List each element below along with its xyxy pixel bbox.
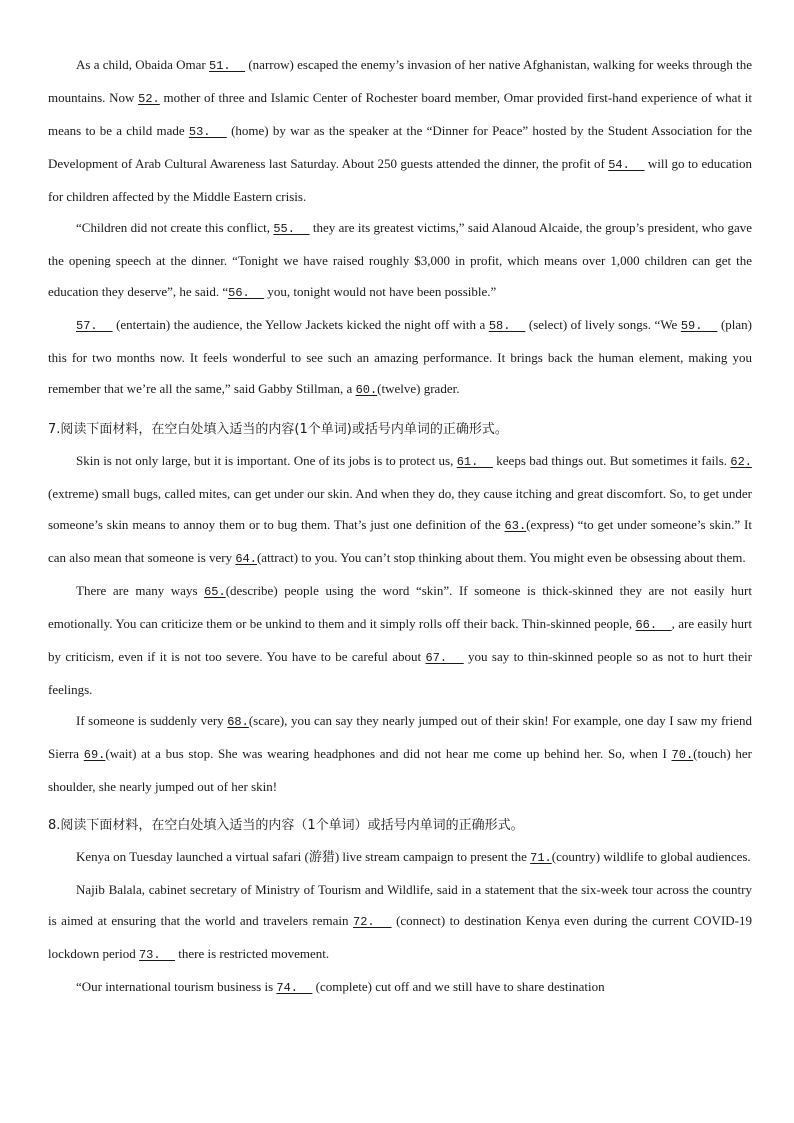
answer-blank: 57.: [76, 319, 113, 333]
text-run: (wait) at a bus stop. She was wearing headphones and did not hear me come up behind her. So, when I: [105, 746, 672, 761]
answer-blank: 53.: [188, 125, 227, 139]
answer-blank: 66.: [635, 618, 672, 632]
text-run: (narrow) escaped the enemy’s invasion of her native Afghanistan, walking for weeks through the mountains. Now: [48, 57, 752, 105]
text-run: Kenya on Tuesday launched a virtual safari (游猎) live stream campaign to present the: [76, 849, 531, 864]
text-run: (attract) to you. You can’t stop thinking about them. You might even be obsessing about them.: [256, 550, 746, 565]
text-run: (touch) her shoulder, she nearly jumped out of her skin!: [48, 746, 752, 794]
answer-blank: 63.: [504, 519, 527, 533]
text-run: As a child, Obaida Omar: [76, 57, 209, 72]
text-run: (express) “to get under someone’s skin.” It can also mean that someone is very: [48, 517, 752, 565]
paragraph: [48, 705, 752, 802]
document-page: [48, 49, 752, 1004]
text-run: will go to education for children affected by the Middle Eastern crisis.: [48, 156, 752, 204]
passage-heading: 8.阅读下面材料，在空白处填入适当的内容（1个单词）或括号内单词的正确形式。: [48, 818, 524, 833]
text-run: There are many ways: [76, 583, 205, 598]
text-run: Skin is not only large, but it is important. One of its jobs is to protect us,: [76, 453, 457, 468]
paragraph: [48, 309, 752, 406]
text-run: (extreme) small bugs, called mites, can get under our skin. And when they do, they cause itching and great discomfort. So, to get under someone’s skin means to annoy them or to bug them. That’s just one definition of the: [48, 486, 752, 532]
text-run: (home) by war as the speaker at the “Dinner for Peace” hosted by the Student Association for the Development of Arab Cultural Awareness last Saturday. About 250 guests attended the dinner, the profit of: [48, 123, 752, 171]
answer-blank: 58.: [488, 319, 526, 333]
text-run: (country) wildlife to global audiences.: [551, 849, 751, 864]
paragraph: [48, 841, 752, 874]
answer-blank: 74.: [276, 981, 313, 995]
paragraph: [48, 445, 752, 575]
paragraph: [48, 874, 752, 971]
text-run: (describe) people using the word “skin”. If someone is thick-skinned they are not easily hurt emotionally. You can criticize them or be unkind to them and it simply rolls off their back. Thin-skinned people,: [48, 583, 753, 631]
text-run: keeps bad things out. But sometimes it fails.: [492, 453, 731, 468]
text-run: If someone is suddenly very: [76, 713, 228, 728]
paragraph: [48, 212, 752, 309]
answer-blank: 70.: [671, 748, 694, 762]
text-run: “Our international tourism business is: [76, 979, 277, 994]
answer-blank: 71.: [530, 851, 552, 865]
text-run: Najib Balala, cabinet secretary of Ministry of Tourism and Wildlife, said in a statement that the six-week tour across the country is aimed at ensuring that the world and travelers remain: [48, 882, 752, 928]
answer-blank: 54.: [608, 158, 645, 172]
text-run: you say to thin-skinned people so as not to hurt their feelings.: [48, 649, 752, 697]
answer-blank: 59.: [680, 319, 718, 333]
passage-8: [48, 810, 752, 1004]
answer-blank: 62.: [730, 455, 752, 469]
answer-blank: 52.: [138, 92, 160, 106]
answer-blank: 65.: [204, 585, 226, 599]
text-run: “Children did not create this conflict,: [76, 220, 274, 235]
answer-blank: 69.: [83, 748, 106, 762]
paragraph: [48, 971, 752, 1004]
text-run: (complete) cut off and we still have to share destination: [312, 979, 605, 994]
text-run: (select) of lively songs. “We: [525, 317, 681, 332]
passage-heading: 7.阅读下面材料，在空白处填入适当的内容(1个单词)或括号内单词的正确形式。: [48, 422, 508, 437]
answer-blank: 73.: [138, 948, 175, 962]
answer-blank: 56.: [228, 286, 265, 300]
text-run: (twelve) grader.: [377, 381, 460, 396]
answer-blank: 72.: [353, 915, 392, 929]
passage-7: [48, 414, 752, 802]
answer-blank: 61.: [456, 455, 493, 469]
answer-blank: 55.: [273, 222, 310, 236]
text-run: there is restricted movement.: [175, 946, 330, 961]
text-run: (plan) this for two months now. It feels wonderful to see such an amazing performance. It brings back the human element, making you remember that we’re all the same,” said Gabby Stillman, a: [48, 317, 752, 396]
answer-blank: 67.: [425, 651, 464, 665]
answer-blank: 60.: [355, 383, 378, 397]
text-run: (entertain) the audience, the Yellow Jackets kicked the night off with a: [112, 317, 489, 332]
text-run: you, tonight would not have been possible.”: [264, 284, 497, 299]
text-run: mother of three and Islamic Center of Rochester board member, Omar provided first-hand experience of what it means to be a child made: [48, 90, 752, 138]
text-run: , are easily hurt by criticism, even if it is not too severe. You have to be careful about: [48, 616, 752, 664]
text-run: (scare), you can say they nearly jumped out of their skin! For example, one day I saw my friend Sierra: [48, 713, 752, 761]
text-run: they are its greatest victims,” said Alanoud Alcaide, the group’s president, who gave the opening speech at the dinner. “Tonight we have raised roughly $3,000 in profit, which means over 1,000 children can get the education they deserve”, he said. “: [48, 220, 752, 299]
passage-6: [48, 49, 752, 406]
answer-blank: 64.: [235, 552, 257, 566]
answer-blank: 68.: [227, 715, 249, 729]
answer-blank: 51.: [209, 59, 246, 73]
paragraph: [48, 49, 752, 212]
text-run: (connect) to destination Kenya even during the current COVID-19 lockdown period: [48, 913, 752, 961]
paragraph: [48, 575, 752, 705]
